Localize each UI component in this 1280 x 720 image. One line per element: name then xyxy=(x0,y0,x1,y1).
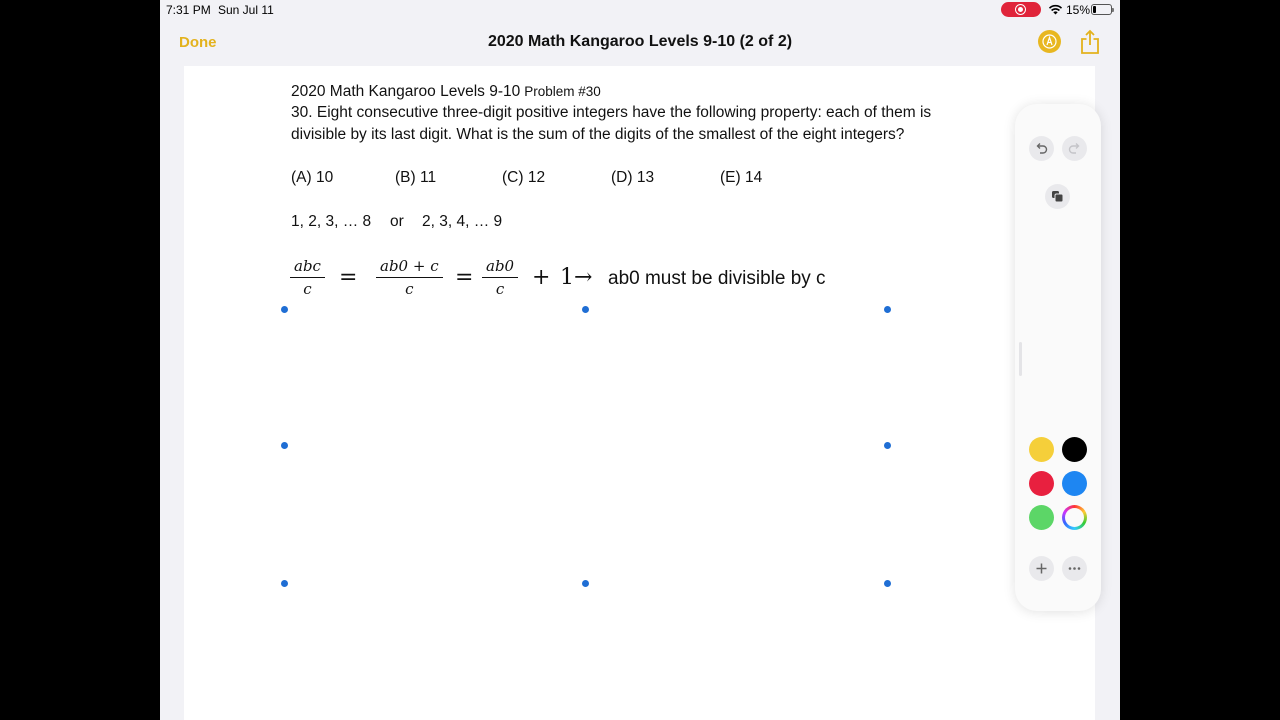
copy-icon[interactable] xyxy=(1045,184,1070,209)
fraction-denominator: c xyxy=(495,280,505,298)
plus-sign: + xyxy=(532,265,551,290)
selection-handle-top-center[interactable] xyxy=(582,306,589,313)
fraction-abc-over-c xyxy=(290,257,325,298)
status-date: Sun Jul 11 xyxy=(218,3,274,17)
selection-handle-top-left[interactable] xyxy=(281,306,288,313)
fraction-numerator: abc xyxy=(294,257,321,275)
redo-icon[interactable] xyxy=(1062,136,1087,161)
selection-handle-middle-left[interactable] xyxy=(281,442,288,449)
document-title: 2020 Math Kangaroo Levels 9-10 (2 of 2) xyxy=(487,33,793,50)
screen-recording-indicator[interactable] xyxy=(1001,2,1041,17)
selection-handle-bottom-left[interactable] xyxy=(281,580,288,587)
one-arrow: 1→ xyxy=(560,265,593,290)
equals-sign: = xyxy=(455,265,474,290)
problem-label: Problem #30 xyxy=(524,84,601,99)
battery-percentage: 15% xyxy=(1066,3,1091,17)
question-line-2: divisible by its last digit. What is the sum of the digits of the smallest of the eight integers? xyxy=(291,126,905,143)
palette-grip-handle[interactable] xyxy=(1019,342,1022,376)
battery-icon xyxy=(1091,4,1112,15)
fraction-ab0-over-c xyxy=(482,257,518,298)
question-line-1: 30. Eight consecutive three-digit positive integers have the following property: each of them is xyxy=(291,104,932,121)
color-swatch-green[interactable] xyxy=(1029,505,1054,530)
navigation-bar xyxy=(160,20,1120,66)
conclusion-text: ab0 must be divisible by c xyxy=(608,268,826,289)
markup-tool-palette xyxy=(1015,104,1101,611)
sequence-b: 2, 3, 4, … 9 xyxy=(422,213,503,230)
selection-handle-middle-right[interactable] xyxy=(884,442,891,449)
undo-icon[interactable] xyxy=(1029,136,1054,161)
answer-choice-c: (C) 12 xyxy=(502,169,546,186)
share-icon[interactable] xyxy=(1080,29,1100,55)
fraction-numerator: ab0 + c xyxy=(380,257,439,275)
color-picker-wheel[interactable] xyxy=(1062,505,1087,530)
record-icon xyxy=(1015,4,1026,15)
color-swatch-yellow[interactable] xyxy=(1029,437,1054,462)
color-swatch-black[interactable] xyxy=(1062,437,1087,462)
sequence-or: or xyxy=(390,213,404,230)
sequence-a: 1, 2, 3, … 8 xyxy=(291,213,372,230)
selection-handle-bottom-center[interactable] xyxy=(582,580,589,587)
status-bar xyxy=(160,0,1120,20)
done-button[interactable]: Done xyxy=(179,34,217,51)
selection-handle-bottom-right[interactable] xyxy=(884,580,891,587)
answer-choice-b: (B) 11 xyxy=(395,169,437,186)
fraction-denominator: c xyxy=(405,280,414,298)
header-text: 2020 Math Kangaroo Levels 9-10 xyxy=(291,83,521,100)
wifi-icon xyxy=(1048,3,1063,15)
answer-choice-e: (E) 14 xyxy=(720,169,763,186)
ipad-screen xyxy=(160,0,1120,720)
answer-choice-a: (A) 10 xyxy=(291,169,334,186)
document-page xyxy=(184,66,1095,720)
selection-handle-top-right[interactable] xyxy=(884,306,891,313)
fraction-bar xyxy=(376,277,443,278)
color-swatch-red[interactable] xyxy=(1029,471,1054,496)
more-icon[interactable] xyxy=(1062,556,1087,581)
fraction-ab0-plus-c-over-c xyxy=(376,257,443,298)
color-swatch-blue[interactable] xyxy=(1062,471,1087,496)
fraction-denominator: c xyxy=(303,280,312,298)
fraction-bar xyxy=(482,277,518,278)
fraction-numerator: ab0 xyxy=(486,257,515,275)
answer-choice-d: (D) 13 xyxy=(611,169,655,186)
markup-pen-icon[interactable] xyxy=(1038,30,1061,53)
equals-sign: = xyxy=(339,265,358,290)
document-header xyxy=(291,83,601,101)
plus-icon[interactable] xyxy=(1029,556,1054,581)
status-time: 7:31 PM xyxy=(166,3,211,17)
color-wheel-center xyxy=(1065,508,1084,527)
fraction-bar xyxy=(290,277,325,278)
